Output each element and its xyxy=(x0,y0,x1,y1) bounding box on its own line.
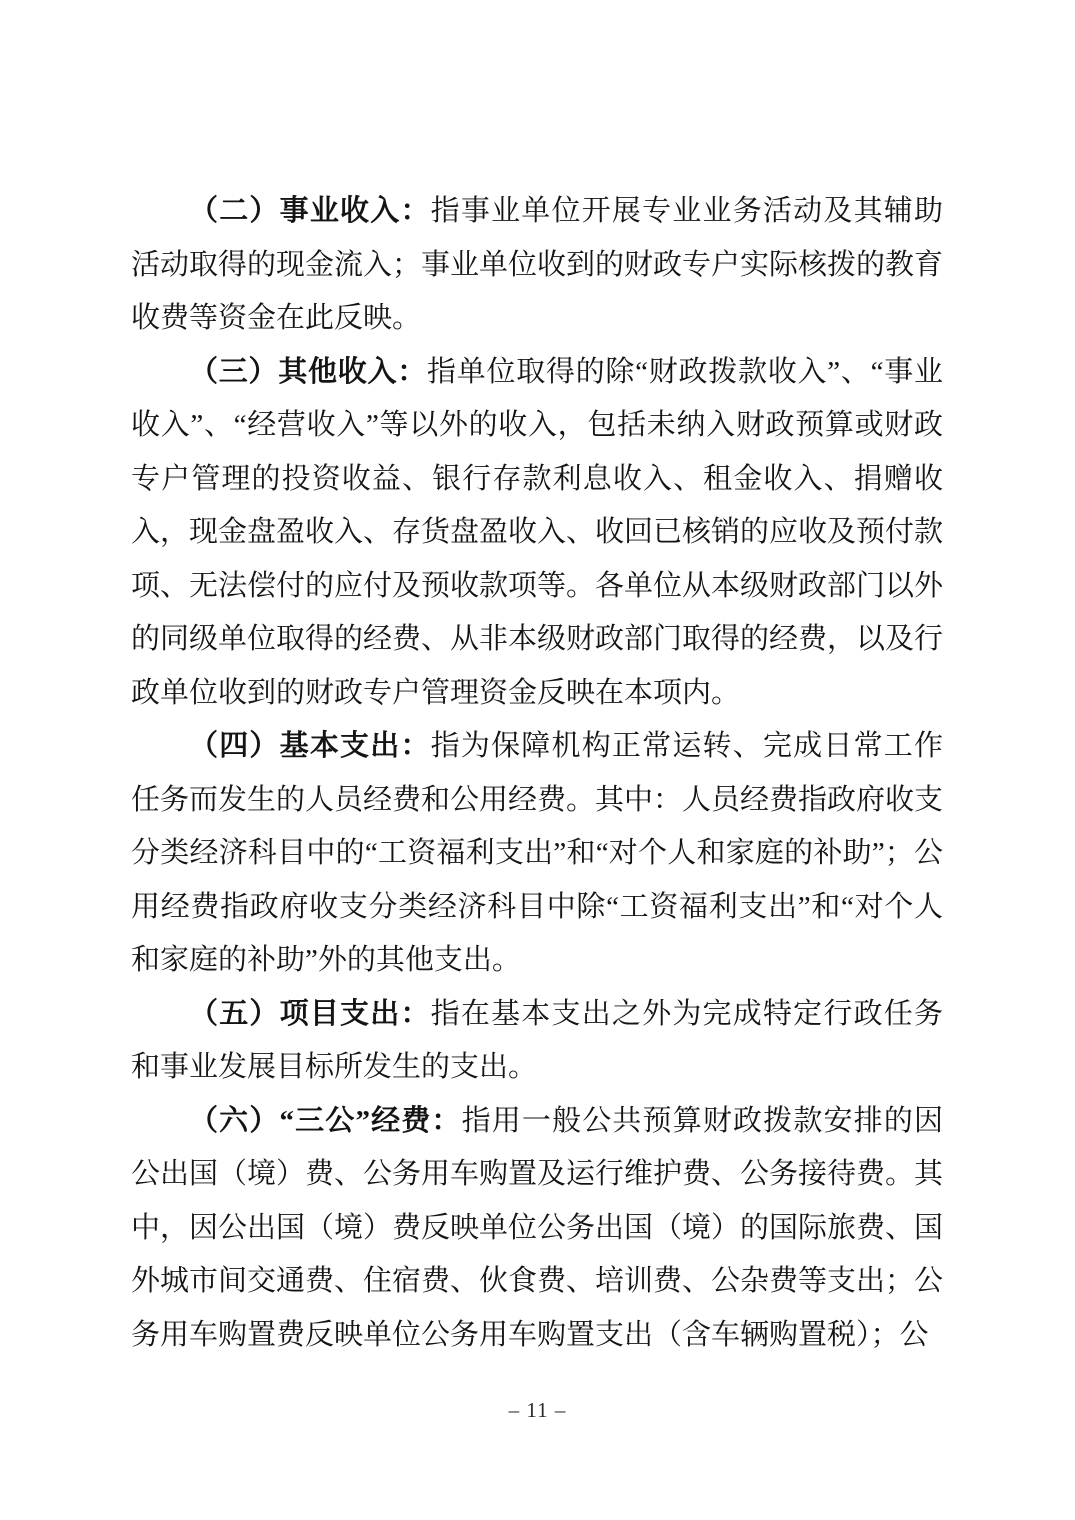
paragraph-text: 指用一般公共预算财政拨款安排的因公出国（境）费、公务用车购置及运行维护费、公务接待费。其中，因公出国（境）费反映单位公务出国（境）的国际旅费、国外城市间交通费、住宿费、伙食费、培训费、公杂费等支出；公务用车购置费反映单位公务用车购置支出（含车辆购置税）；公 xyxy=(131,1104,944,1351)
page-footer xyxy=(0,1396,1075,1424)
paragraph-text: 指事业单位开展专业业务活动及其辅助活动取得的现金流入；事业单位收到的财政专户实际核拨的教育收费等资金在此反映。 xyxy=(131,195,944,334)
paragraph-text: 指单位取得的除“财政拨款收入”、“事业收入”、“经营收入”等以外的收入，包括未纳入财政预算或财政专户管理的投资收益、银行存款利息收入、租金收入、捐赠收入，现金盘盈收入、存货盘盈收入、收回已核销的应收及预付款项、无法偿付的应付及预收款项等。各单位从本级财政部门以外的同级单位取得的经费、从非本级财政部门取得的经费，以及行政单位收到的财政专户管理资金反映在本项内。 xyxy=(131,355,944,709)
page-number: – 11 – xyxy=(508,1398,567,1422)
paragraph xyxy=(131,346,943,721)
paragraph-label: （二）事业收入： xyxy=(189,195,431,227)
paragraph xyxy=(131,720,943,988)
paragraph xyxy=(131,988,943,1095)
paragraph-label: （六）“三公”经费： xyxy=(189,1104,462,1137)
paragraph-label: （五）项目支出： xyxy=(189,997,431,1030)
paragraph-label: （三）其他收入： xyxy=(189,355,427,388)
document-body xyxy=(131,185,943,1362)
paragraph xyxy=(131,185,943,346)
paragraph-text: 指在基本支出之外为完成特定行政任务和事业发展目标所发生的支出。 xyxy=(131,997,943,1083)
paragraph-label: （四）基本支出： xyxy=(189,730,431,762)
paragraph-text: 指为保障机构正常运转、完成日常工作任务而发生的人员经费和公用经费。其中：人员经费指政府收支分类经济科目中的“工资福利支出”和“对个人和家庭的补助”；公用经费指政府收支分类经济科目中除“工资福利支出”和“对个人和家庭的补助”外的其他支出。 xyxy=(131,730,944,976)
paragraph xyxy=(131,1095,943,1363)
